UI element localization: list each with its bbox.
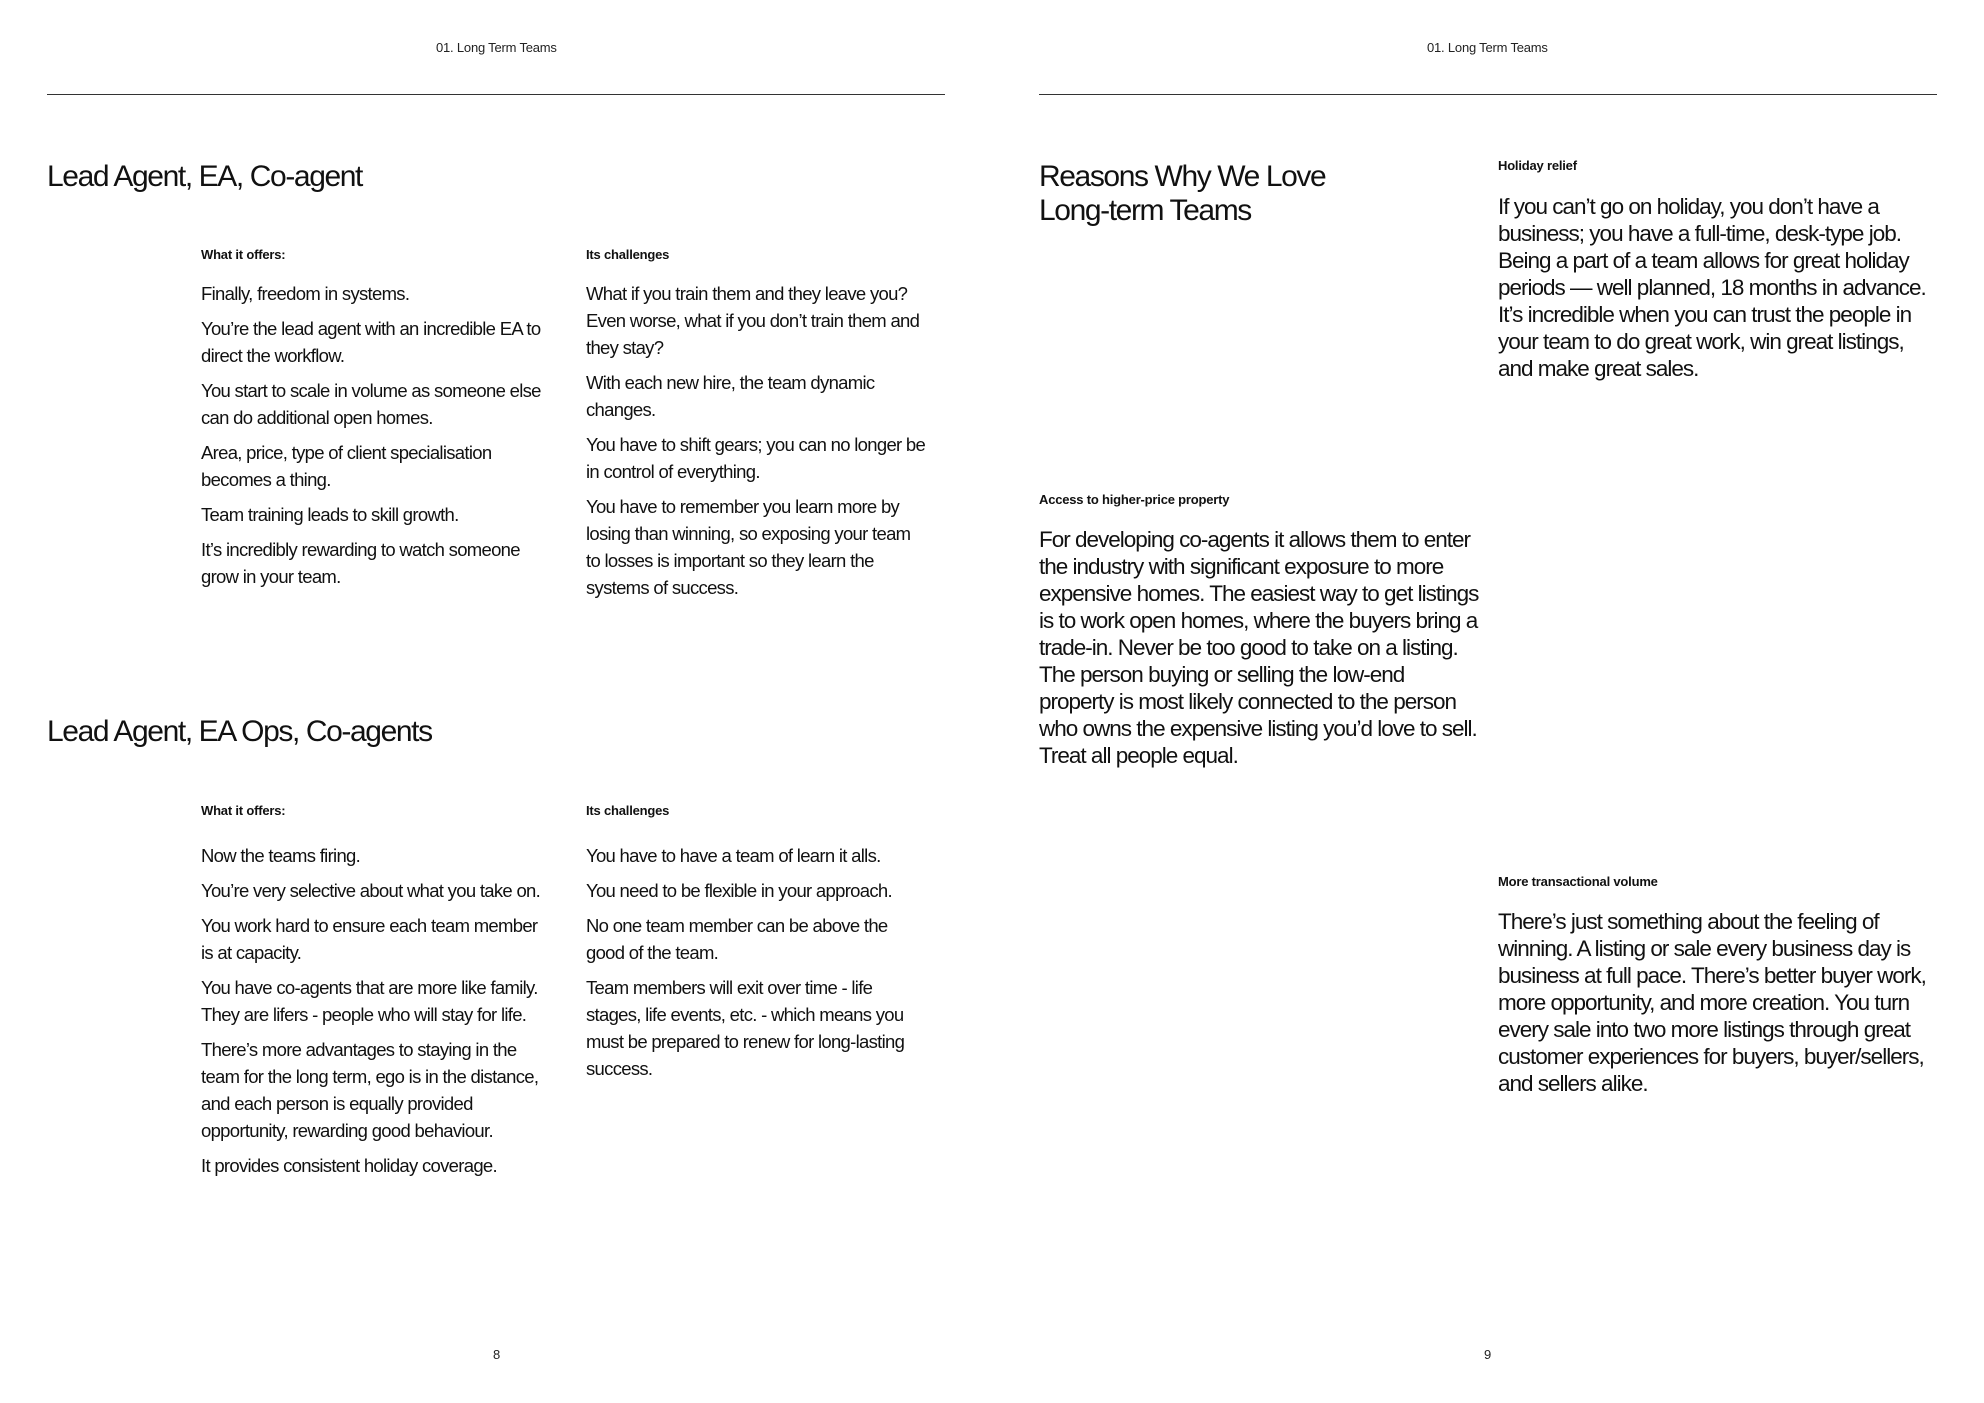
challenge-item: What if you train them and they leave you? Even worse, what if you don’t train them and they stay? (586, 283, 920, 358)
page-title-line-2: Long-term Teams (1039, 194, 1251, 227)
section-title-lead-agent-ea-ops-co-agents: Lead Agent, EA Ops, Co-agents (47, 715, 432, 748)
offers-list (201, 280, 541, 598)
offer-item: You work hard to ensure each team member is at capacity. (201, 915, 538, 963)
offers-label: What it offers: (201, 803, 286, 818)
page-title-line-1: Reasons Why We Love (1039, 160, 1326, 193)
page-title (1039, 160, 1325, 228)
offer-item: You have co-agents that are more like family. They are lifers - people who will stay for life. (201, 977, 538, 1025)
challenge-item: You have to remember you learn more by losing than winning, so exposing your team to losses is important so they learn the systems of success. (586, 496, 911, 598)
page-number: 9 (1484, 1347, 1492, 1362)
reason-text-transactional-volume: There’s just something about the feeling of winning. A listing or sale every business day is business at full pace. There’s better buyer work, more opportunity, and more creation. You turn every sale into two more listings through great customer experiences for buyers, buyer/sellers, and sellers alike. (1498, 909, 1926, 1096)
reason-label-holiday-relief: Holiday relief (1498, 158, 1577, 173)
challenge-item: You have to shift gears; you can no longer be in control of everything. (586, 434, 926, 482)
challenges-label: Its challenges (586, 247, 670, 262)
reason-label-higher-price-property: Access to higher-price property (1039, 492, 1230, 507)
offer-item: You start to scale in volume as someone else can do additional open homes. (201, 380, 541, 428)
reason-text-higher-price-property: For developing co-agents it allows them to enter the industry with significant exposure to more expensive homes. The easiest way to get listings is to work open homes, where the buyers bring a trade-in. Never be too good to take on a listing. The person buying or selling the low-end property is most likely connected to the person who owns the expensive listing you’d love to sell. Treat all people equal. (1039, 527, 1479, 768)
challenge-item: No one team member can be above the good of the team. (586, 915, 888, 963)
challenges-list (586, 842, 926, 1090)
challenge-item: You need to be flexible in your approach. (586, 880, 892, 901)
offer-item: Team training leads to skill growth. (201, 504, 459, 525)
challenge-item: You have to have a team of learn it alls. (586, 845, 881, 866)
reason-text-holiday-relief: If you can’t go on holiday, you don’t have a business; you have a full-time, desk-type job. Being a part of a team allows for great holiday periods — well planned, 18 months in advance. It’s incredible when you can trust the people in your team to do great work, win great listings, and make great sales. (1498, 194, 1926, 381)
offer-item: It’s incredibly rewarding to watch someone grow in your team. (201, 539, 520, 587)
offer-item: You’re the lead agent with an incredible EA to direct the workflow. (201, 318, 541, 366)
offers-label: What it offers: (201, 247, 286, 262)
offer-item: You’re very selective about what you take on. (201, 880, 541, 901)
offer-item: Finally, freedom in systems. (201, 283, 410, 304)
section-title-lead-agent-ea-co-agent: Lead Agent, EA, Co-agent (47, 160, 362, 193)
page-9 (992, 0, 1984, 1403)
header-rule (1039, 94, 1937, 95)
header-rule (47, 94, 945, 95)
challenges-list (586, 280, 926, 609)
running-head: 01. Long Term Teams (1427, 40, 1548, 55)
challenges-label: Its challenges (586, 803, 670, 818)
challenge-item: With each new hire, the team dynamic changes. (586, 372, 875, 420)
reason-label-transactional-volume: More transactional volume (1498, 874, 1658, 889)
challenge-item: Team members will exit over time - life stages, life events, etc. - which means you must be prepared to renew for long-lasting success. (586, 977, 905, 1079)
page-number: 8 (493, 1347, 501, 1362)
offer-item: Now the teams firing. (201, 845, 361, 866)
offer-item: Area, price, type of client specialisation becomes a thing. (201, 442, 492, 490)
running-head: 01. Long Term Teams (436, 40, 557, 55)
offers-list (201, 842, 541, 1187)
offer-item: There’s more advantages to staying in the team for the long term, ego is in the distance, and each person is equally provided opportunity, rewarding good behaviour. (201, 1039, 539, 1141)
offer-item: It provides consistent holiday coverage. (201, 1155, 497, 1176)
